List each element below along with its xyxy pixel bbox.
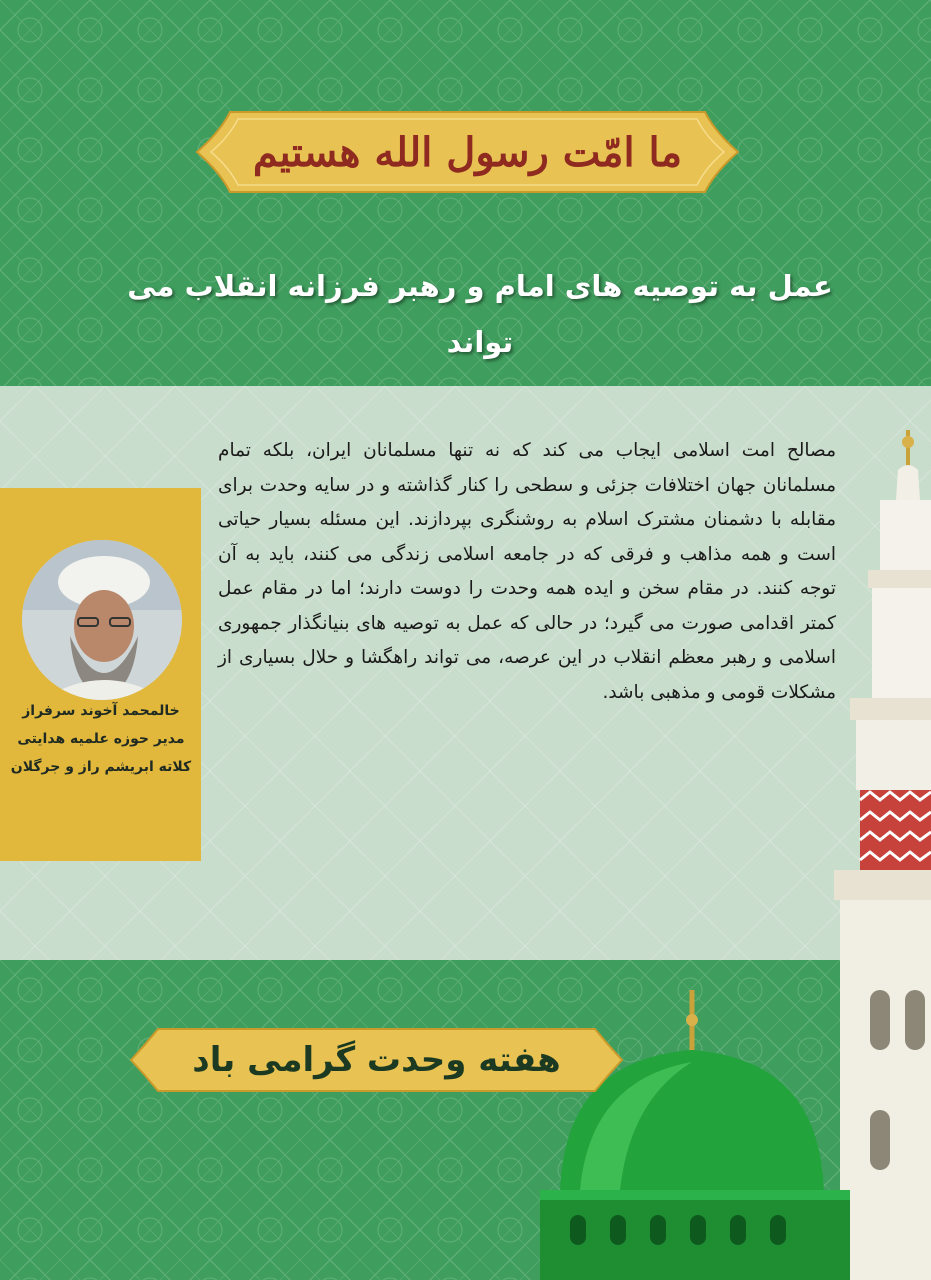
author-place: کلاته ابریشم راز و جرگلان xyxy=(10,759,192,775)
person-icon xyxy=(22,540,182,700)
author-role: مدیر حوزه علمیه هدایتی xyxy=(17,731,185,747)
author-photo xyxy=(22,540,182,700)
headline-line-1: عمل به توصیه های امام و رهبر فرزانه انقلاب می تواند xyxy=(127,269,833,359)
banner-title: ما امّت رسول الله هستیم xyxy=(252,128,683,176)
author-name: خالمحمد آخوند سرفراز xyxy=(22,703,180,719)
article-body: مصالح امت اسلامی ایجاب می کند که نه تنها مسلمانان ایران، بلکه تمام مسلمانان جهان اختلافات جزئی و سطحی را کنار گذاشته و در سایه وحدت برای مقابله با دشمنان مشترک اسلام به روشنگری بپردازند. این مسئله بسیار حیاتی است و همه مذاهب و فرقی که در جامعه اسلامی زندگی می کنند، باید به آن توجه کنند. در مقام سخن و ایده همه وحدت را دوست دارند؛ اما در مقام عمل کمتر اقدامی صورت می گیرد؛ در حالی که عمل به توصیه های بنیانگذار جمهوری اسلامی و رهبر معظم انقلاب در این عرصه، می تواند راهگشا و حلال بسیاری از مشکلات قومی و مذهبی باشد. xyxy=(218,440,836,703)
author-info xyxy=(4,697,198,781)
slogan-text: هفته وحدت گرامی باد xyxy=(192,1040,561,1080)
